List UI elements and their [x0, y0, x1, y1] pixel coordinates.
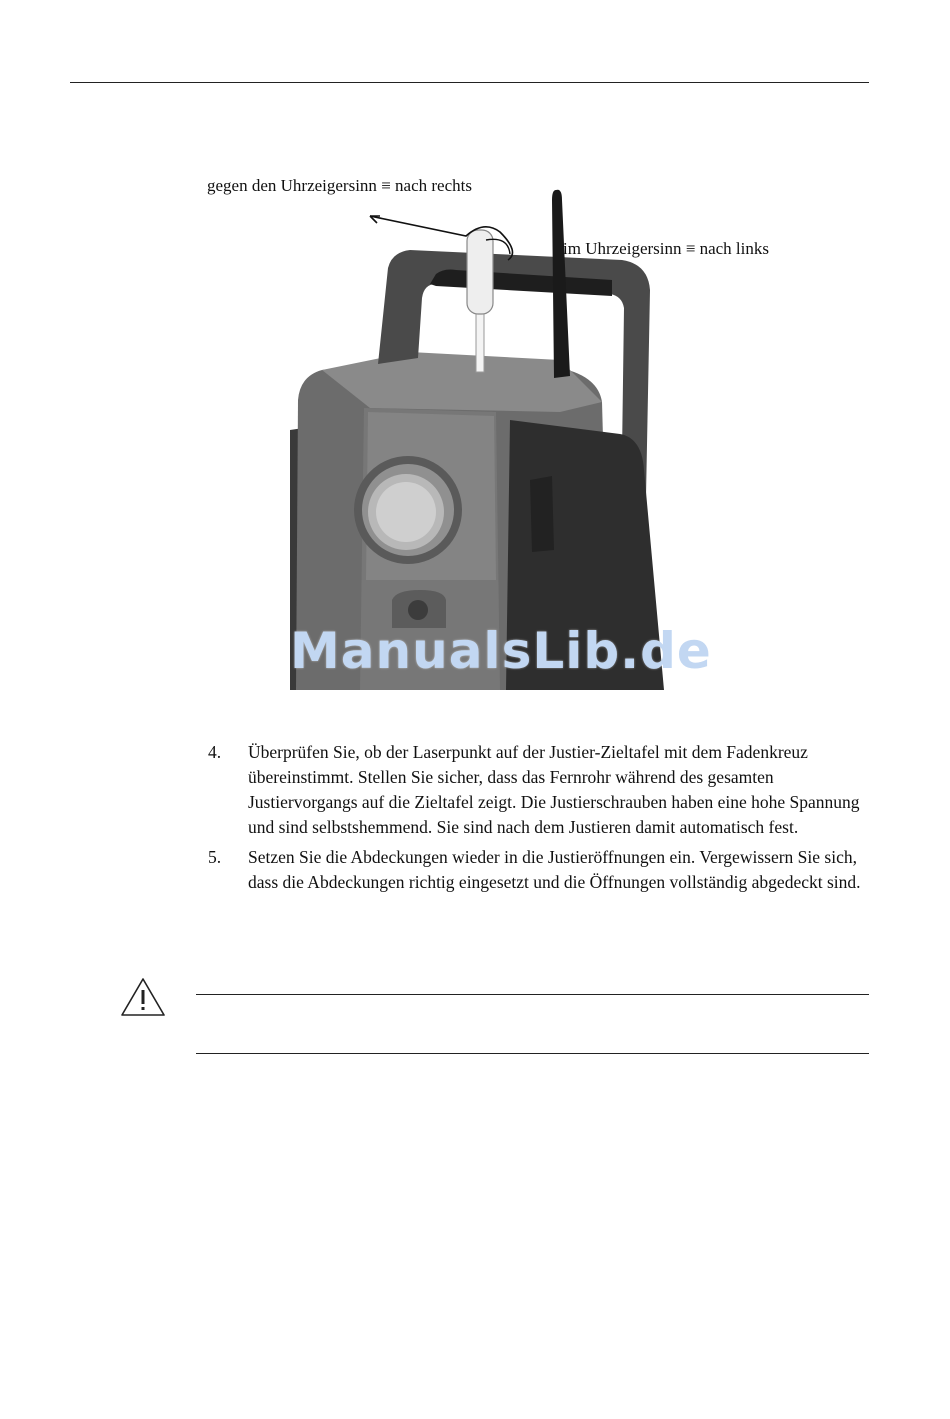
- step-number: 5.: [208, 847, 222, 867]
- caution-rule-bottom: [196, 1053, 869, 1054]
- watermark-logo: ManualsLib.de: [290, 622, 712, 680]
- header-rule: [70, 82, 869, 83]
- step-number: 4.: [208, 742, 222, 762]
- step-item: [208, 845, 868, 895]
- warning-triangle-icon: [120, 976, 166, 1018]
- clockwise-label: im Uhrzeigersinn ≡ nach links: [563, 239, 769, 258]
- caution-rule-top: [196, 994, 869, 995]
- step-item: [208, 740, 868, 840]
- step-text: Überprüfen Sie, ob der Laserpunkt auf der Justier-Zieltafel mit dem Fadenkreuz übereinstimmt. Stellen Sie sicher, dass das Fernrohr während des gesamten Justiervorgangs auf die Zieltafel zeigt. Die Justierschrauben haben eine hohe Spannung und sind selbstshemmend. Sie sind nach dem Justieren damit automatisch fest.: [248, 742, 860, 837]
- procedure-steps: [208, 740, 868, 900]
- step-text: Setzen Sie die Abdeckungen wieder in die Justieröffnungen ein. Vergewissern Sie sich, dass die Abdeckungen richtig eingesetzt und die Öffnungen vollständig abgedeckt sind.: [248, 847, 861, 892]
- counterclockwise-label: gegen den Uhrzeigersinn ≡ nach rechts: [207, 176, 472, 195]
